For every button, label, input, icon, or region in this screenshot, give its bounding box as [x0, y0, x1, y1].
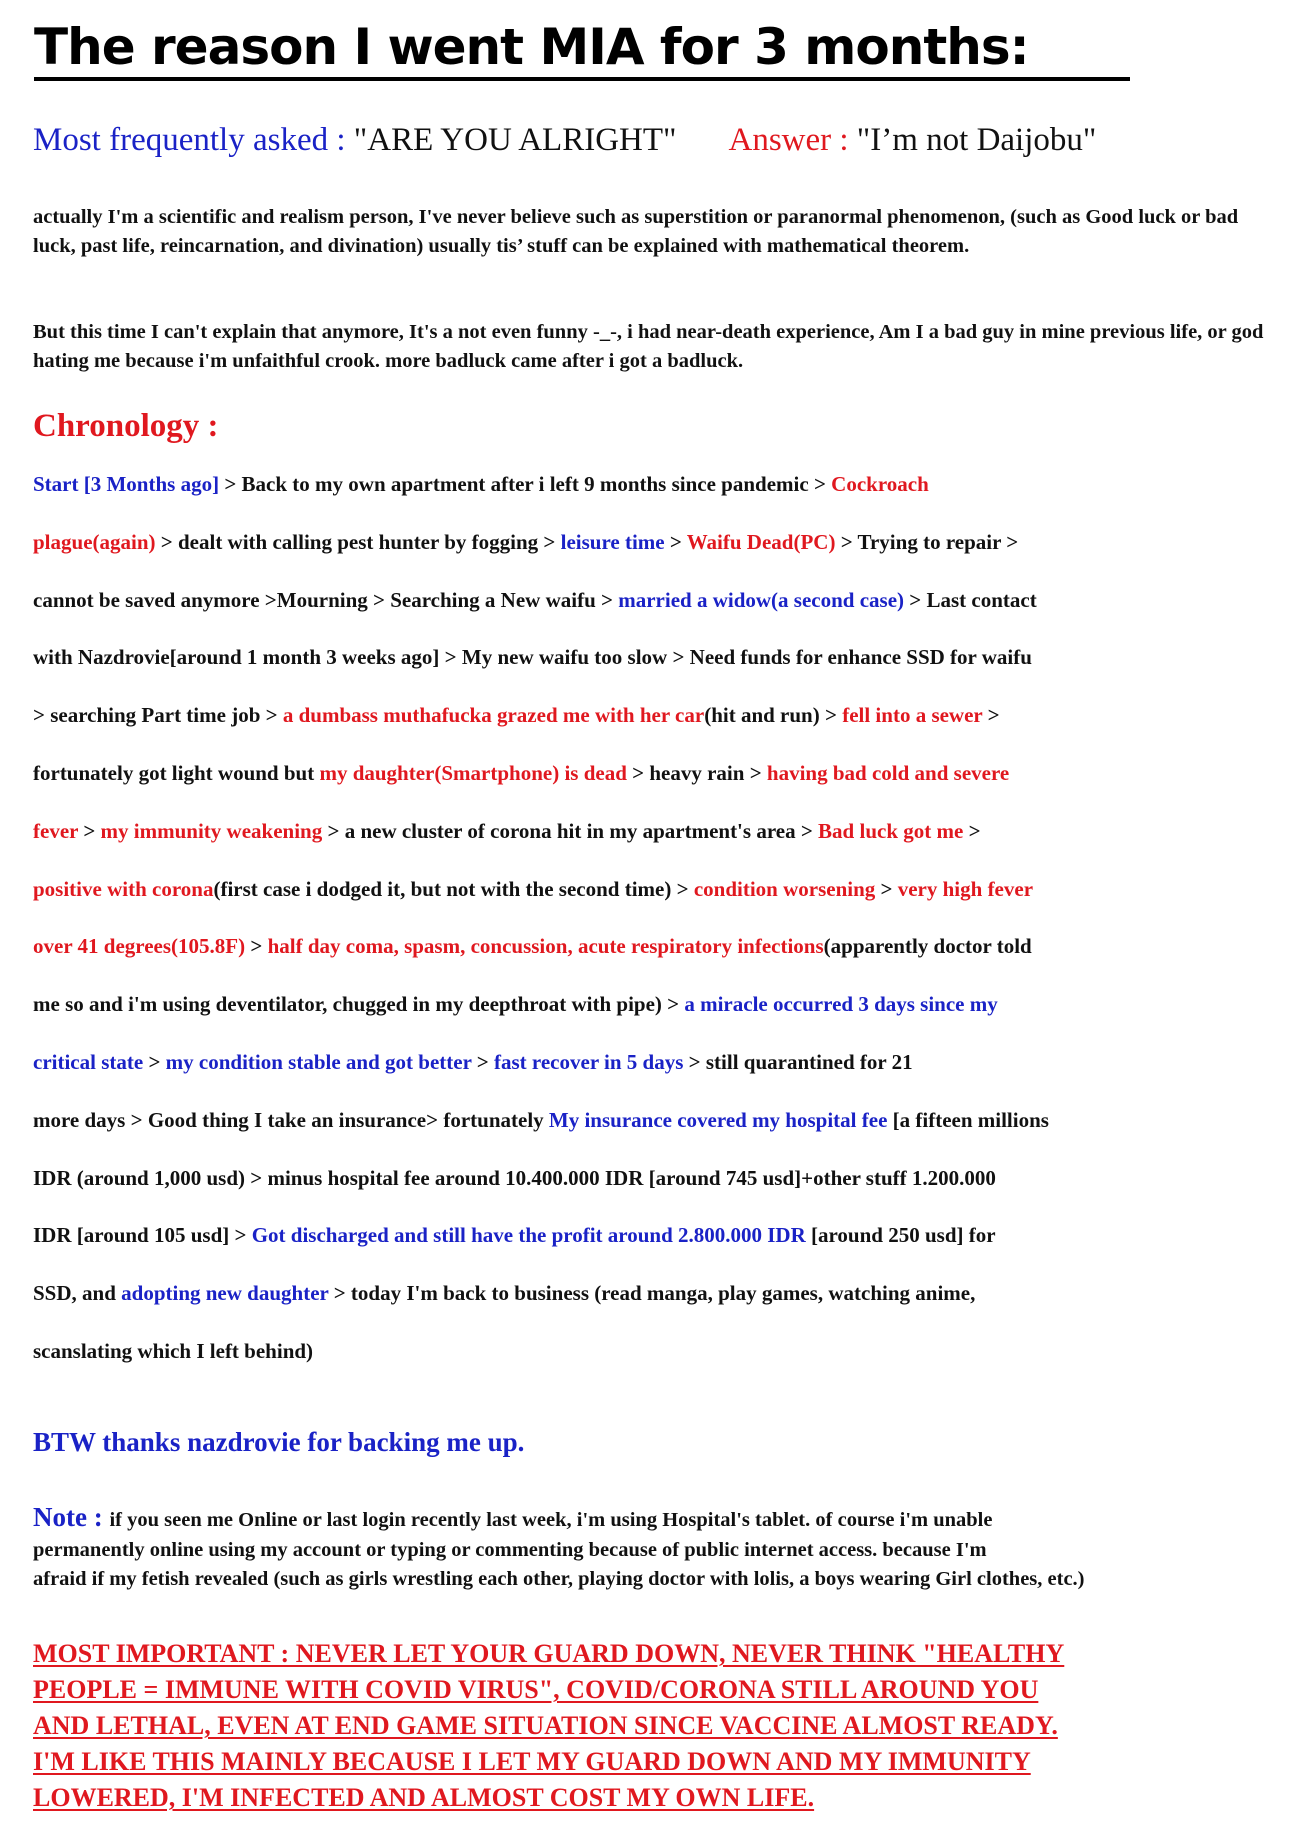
chronology-bad-event: a dumbass muthafucka grazed me with her car: [282, 703, 705, 728]
chronology-text: >: [963, 818, 981, 843]
chronology-line: [33, 990, 1293, 1048]
chronology-good-event: Got discharged and still have the profit around 2.800.000 IDR: [251, 1223, 806, 1248]
warning-line: [33, 1780, 1273, 1816]
chronology-text: (hit and run) >: [704, 703, 843, 728]
chronology-text: >: [664, 529, 687, 554]
chronology-good-event: fast recover in 5 days: [494, 1049, 684, 1074]
chronology-text: >: [245, 934, 268, 959]
important-warning: [33, 1636, 1273, 1816]
chronology-bad-event: very high fever: [897, 876, 1034, 901]
chronology-line: [33, 817, 1293, 875]
chronology-bad-event: Waifu Dead(PC): [686, 529, 836, 554]
faq-answer-value: "I’m not Daijobu": [856, 122, 1097, 158]
chronology-bad-event: plague(again): [33, 529, 156, 554]
warning-text: I'M LIKE THIS MAINLY BECAUSE I LET MY GUARD DOWN AND MY IMMUNITY: [33, 1747, 1031, 1776]
chronology-text: > Back to my own apartment after i left 9 months since pandemic >: [219, 472, 832, 496]
warning-text: LOWERED, I'M INFECTED AND ALMOST COST MY OWN LIFE.: [33, 1783, 815, 1812]
chronology-bad-event: my immunity weakening: [100, 818, 323, 843]
faq-asked-label: Most frequently asked :: [33, 122, 354, 158]
chronology-text: me so and i'm using deventilator, chugged in my deepthroat with pipe) >: [33, 992, 685, 1017]
chronology-text: fortunately got light wound but: [33, 760, 320, 785]
chronology-bad-event: half day coma, spasm, concussion, acute respiratory infections: [267, 934, 824, 959]
chronology-text: >: [982, 703, 1000, 728]
chronology-text: > dealt with calling pest hunter by fogging >: [155, 529, 561, 554]
chronology-line: [33, 528, 1293, 586]
chronology-bad-event: fell into a sewer: [842, 703, 983, 728]
chronology-line: [33, 701, 1293, 759]
chronology-text: IDR [around 105 usd] >: [33, 1223, 252, 1248]
warning-text: MOST IMPORTANT : NEVER LET YOUR GUARD DOWN, NEVER THINK "HEALTHY: [33, 1639, 1065, 1668]
chronology-good-event: Start [3 Months ago]: [33, 472, 220, 496]
chronology-bad-event: Cockroach: [831, 472, 929, 496]
chronology-text: with Nazdrovie[around 1 month 3 weeks ago] > My new waifu too slow > Need funds for enhance SSD for waifu: [33, 645, 1032, 670]
intro-paragraph-2: But this time I can't explain that anymore, It's a not even funny -_-, i had near-death experience, Am I a bad guy in mine previous life, or god hating me because i'm unfaithful crook. more badluck came after i got a badluck.: [33, 321, 1264, 372]
thanks-line: BTW thanks nazdrovie for backing me up.: [33, 1427, 525, 1457]
chronology-text: IDR (around 1,000 usd) > minus hospital fee around 10.400.000 IDR [around 745 usd]+other stuff 1.200.000: [33, 1165, 996, 1190]
chronology-line: [33, 759, 1293, 817]
warning-text: PEOPLE = IMMUNE WITH COVID VIRUS", COVID/CORONA STILL AROUND YOU: [33, 1675, 1039, 1704]
chronology-good-event: My insurance covered my hospital fee: [548, 1107, 888, 1132]
chronology-bad-event: having bad cold and severe: [766, 760, 1010, 785]
chronology-bad-event: my daughter(Smartphone) is dead: [319, 760, 627, 785]
chronology-text: > heavy rain >: [626, 760, 767, 785]
note-text-2: permanently online using my account or typing or commenting because of public internet access. because I'm: [33, 1539, 987, 1561]
warning-line: [33, 1672, 1273, 1708]
note-text-1: if you seen me Online or last login recently last week, i'm using Hospital's tablet. of course i'm unable: [109, 1509, 993, 1531]
chronology-bad-event: Bad luck got me: [818, 818, 964, 843]
chronology-line: [33, 932, 1293, 990]
chronology-text: >: [875, 876, 898, 901]
chronology-line: [33, 1337, 1293, 1395]
chronology-line: [33, 470, 1293, 528]
chronology-bad-event: fever: [33, 818, 79, 843]
note-line: [33, 1565, 1295, 1594]
chronology-line: [33, 586, 1293, 644]
chronology-line: [33, 875, 1293, 933]
chronology-line: [33, 1164, 1293, 1222]
chronology-line: [33, 1279, 1293, 1337]
warning-line: [33, 1708, 1273, 1744]
chronology-text: > Last contact: [904, 587, 1037, 612]
chronology-text: scanslating which I left behind): [33, 1338, 314, 1363]
note-line: [33, 1498, 1295, 1536]
note-text-3: afraid if my fetish revealed (such as girls wrestling each other, playing doctor with lolis, a boys wearing Girl clothes, etc.): [33, 1568, 1085, 1590]
warning-text: AND LETHAL, EVEN AT END GAME SITUATION SINCE VACCINE ALMOST READY.: [33, 1711, 1058, 1740]
chronology-line: [33, 643, 1293, 701]
chronology-good-event: married a widow(a second case): [618, 587, 905, 612]
chronology-text: (first case i dodged it, but not with the second time) >: [213, 876, 694, 901]
chronology-text: > Trying to repair >: [835, 529, 1019, 554]
chronology-heading: Chronology :: [33, 408, 219, 444]
chronology-text: [around 250 usd] for: [805, 1223, 996, 1248]
chronology-text: > today I'm back to business (read manga, play games, watching anime,: [328, 1281, 976, 1306]
title-underline: [34, 77, 1130, 81]
chronology-text: > searching Part time job >: [33, 703, 283, 728]
warning-line: [33, 1636, 1273, 1672]
chronology-text: > a new cluster of corona hit in my apartment's area >: [322, 818, 819, 843]
chronology-text: more days > Good thing I take an insurance> fortunately: [33, 1107, 549, 1132]
page-title: The reason I went MIA for 3 months:: [34, 18, 1029, 76]
chronology-line: [33, 1221, 1293, 1279]
chronology-text: SSD, and: [33, 1281, 122, 1306]
chronology-text: [a fifteen millions: [887, 1107, 1049, 1132]
chronology-text: cannot be saved anymore >Mourning > Searching a New waifu >: [33, 587, 619, 612]
chronology-text: >: [471, 1049, 495, 1074]
note-label: Note :: [33, 1502, 110, 1532]
chronology-bad-event: positive with corona: [33, 876, 214, 901]
chronology-bad-event: condition worsening: [693, 876, 876, 901]
chronology-body: [33, 470, 1293, 1395]
faq-asked-value: "ARE YOU ALRIGHT": [353, 122, 677, 158]
chronology-good-event: a miracle occurred 3 days since my: [684, 992, 998, 1017]
chronology-bad-event: over 41 degrees(105.8F): [33, 934, 246, 959]
intro-paragraph-1: actually I'm a scientific and realism person, I've never believe such as superstition or paranormal phenomenon, (such as Good luck or bad luck, past life, reincarnation, and divination) usually tis’ stuff can be explained with mathematical theorem.: [33, 206, 1239, 257]
warning-line: [33, 1744, 1273, 1780]
note-line: [33, 1536, 1295, 1565]
chronology-text: >: [78, 818, 101, 843]
chronology-line: [33, 1048, 1293, 1106]
chronology-text: >: [143, 1049, 166, 1074]
chronology-good-event: critical state: [33, 1049, 144, 1074]
chronology-good-event: leisure time: [560, 529, 665, 554]
faq-answer-label: Answer :: [728, 122, 857, 158]
chronology-line: [33, 1106, 1293, 1164]
chronology-text: (apparently doctor told: [823, 934, 1032, 959]
faq-line: [33, 122, 1096, 159]
chronology-text: > still quarantined for 21: [683, 1049, 913, 1074]
chronology-good-event: my condition stable and got better: [165, 1049, 472, 1074]
note-block: [33, 1498, 1295, 1594]
chronology-good-event: adopting new daughter: [121, 1281, 329, 1306]
